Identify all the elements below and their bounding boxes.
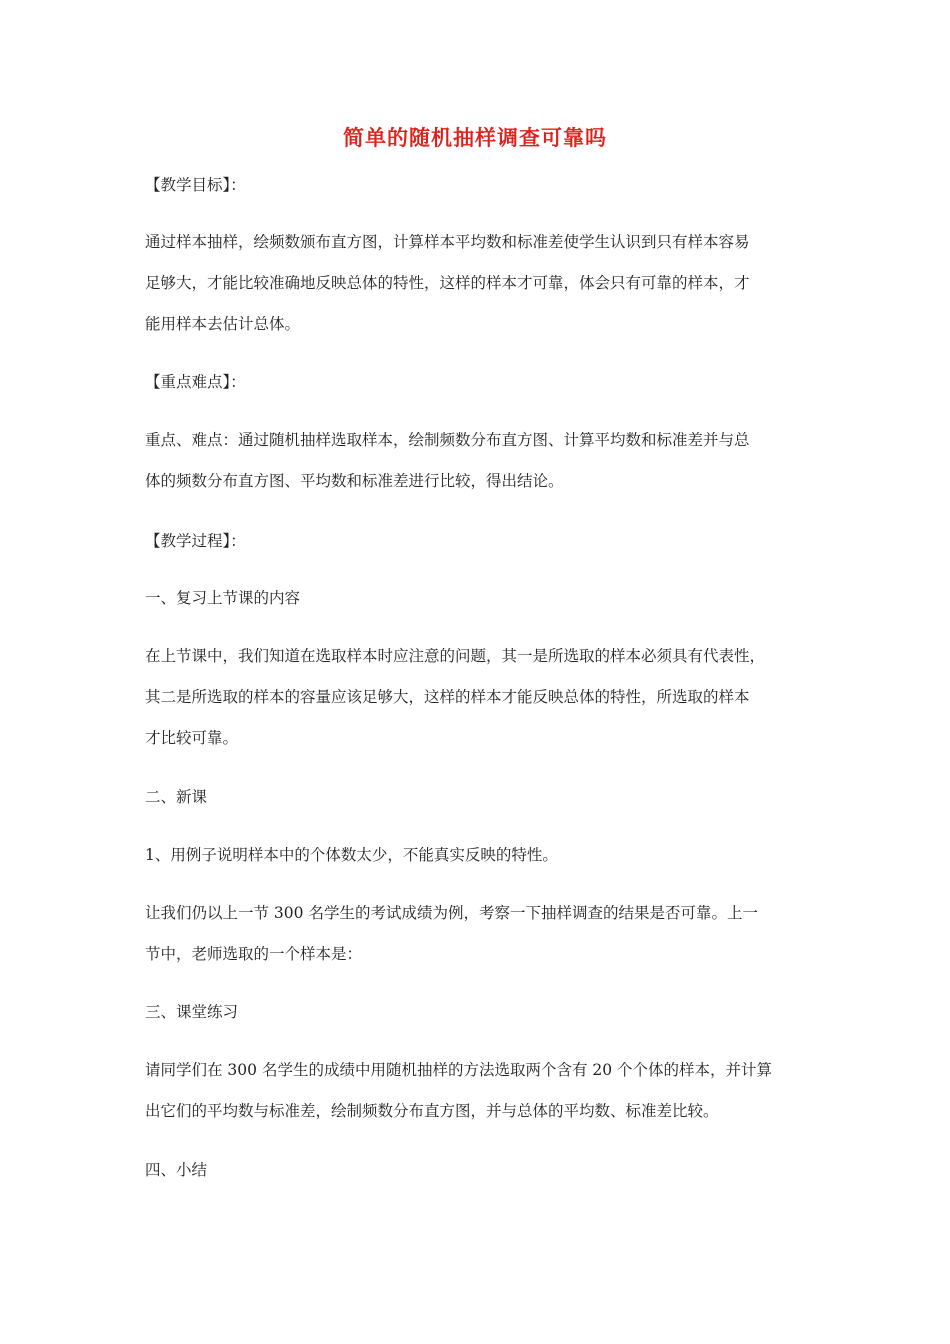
paragraph-line: 才比较可靠。 [145,729,239,747]
paragraph-line: 其二是所选取的样本的容量应该足够大，这样的样本才能反映总体的特性，所选取的样本 [145,688,750,706]
heading-key-points: 【重点难点】： [145,373,246,391]
paragraph-line: 足够大，才能比较准确地反映总体的特性，这样的样本才可靠，体会只有可靠的样本，才 [145,274,750,292]
paragraph-line: 通过样本抽样，绘频数颁布直方图，计算样本平均数和标准差使学生认识到只有样本容易 [145,233,750,251]
section-heading: 二、新课 [145,788,208,806]
paragraph-line: 请同学们在 300 名学生的成绩中用随机抽样的方法选取两个含有 20 个个体的样本，并计算 [145,1061,773,1079]
section-heading: 一、复习上节课的内容 [145,589,301,607]
paragraph-line: 在上节课中，我们知道在选取样本时应注意的问题，其一是所选取的样本必须具有代表性， [145,647,766,665]
heading-teaching-goals: 【教学目标】： [145,176,246,194]
paragraph-line: 让我们仍以上一节 300 名学生的考试成绩为例，考察一下抽样调查的结果是否可靠。上一 [145,904,758,922]
paragraph-line: 出它们的平均数与标准差，绘制频数分布直方图，并与总体的平均数、标准差比较。 [145,1102,719,1120]
document-title: 简单的随机抽样调查可靠吗 [343,126,607,150]
paragraph-line: 节中，老师选取的一个样本是： [145,945,363,963]
paragraph-line: 重点、难点：通过随机抽样选取样本，绘制频数分布直方图、计算平均数和标准差并与总 [145,431,750,449]
heading-teaching-process: 【教学过程】： [145,532,246,550]
section-heading: 四、小结 [145,1161,208,1179]
section-heading: 三、课堂练习 [145,1003,239,1021]
paragraph-line: 体的频数分布直方图、平均数和标准差进行比较，得出结论。 [145,472,564,490]
paragraph-line: 能用样本去估计总体。 [145,315,301,333]
paragraph-line: 1、用例子说明样本中的个体数太少，不能真实反映的特性。 [145,846,558,864]
